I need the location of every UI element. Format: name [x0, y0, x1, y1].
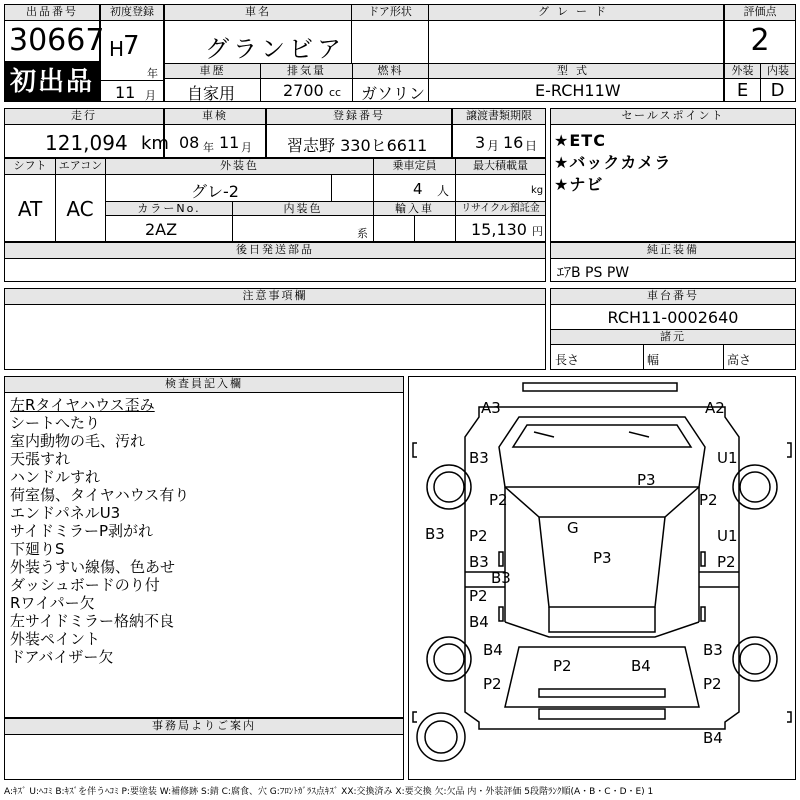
inspection-note: 左サイドミラー格納不良 — [10, 612, 174, 630]
chassis-number: RCH11-0002640 — [607, 308, 739, 327]
fuel: ガソリン — [361, 84, 426, 103]
inspection-note: 荷室傷、タイヤハウス有り — [10, 486, 190, 504]
later-parts-label: 後日発送部品 — [5, 243, 545, 259]
color-no-label: カラーNo. — [106, 202, 232, 216]
damage-mark: P2 — [469, 527, 488, 545]
office-block — [4, 718, 404, 780]
plate-label: 登録番号 — [267, 109, 451, 125]
max-load-label: 最大積載量 — [455, 159, 545, 175]
inspection-expiry-label: 車検 — [165, 109, 265, 125]
mileage-cell — [4, 108, 169, 158]
inspection-year: 08 — [179, 133, 200, 152]
equipment-label: 純正装備 — [551, 243, 795, 259]
damage-mark: P3 — [593, 549, 612, 567]
capacity-unit: 人 — [437, 184, 450, 198]
inspector-label: 検査員記入欄 — [5, 377, 403, 393]
vehicle-info-block — [164, 4, 724, 102]
car-history-label: 車歴 — [165, 64, 260, 79]
inspection-note: ダッシュボードのり付 — [10, 576, 160, 594]
max-load-unit: kg — [531, 185, 544, 196]
damage-mark: P2 — [483, 675, 502, 693]
grade-label: グレード — [428, 5, 723, 21]
damage-mark: P2 — [469, 587, 488, 605]
inspection-note: ドアバイザー欠 — [10, 648, 114, 666]
width-label: 幅 — [647, 353, 660, 367]
damage-mark: B4 — [703, 729, 723, 747]
plate-number: 習志野 330ヒ6611 — [287, 136, 428, 155]
rating-block — [724, 4, 796, 102]
score-label: 評価点 — [725, 5, 795, 21]
registration-year-unit: 年 — [147, 67, 158, 80]
lot-number-cell — [4, 4, 105, 62]
inspection-note: シートへたり — [10, 414, 101, 432]
door-label: ドア形状 — [351, 5, 428, 21]
chassis-block — [550, 288, 796, 370]
damage-mark: B3 — [703, 641, 723, 659]
damage-mark: A2 — [705, 399, 725, 417]
sales-points-label: セールスポイント — [551, 109, 795, 125]
inspection-note: ハンドルすれ — [10, 468, 101, 486]
inspection-note: 外装うすい線傷、色あせ — [10, 558, 176, 576]
first-listing-text: 初出品 — [9, 67, 94, 97]
damage-mark: B4 — [631, 657, 651, 675]
deadline-day-unit: 日 — [525, 139, 538, 153]
displacement-unit: cc — [329, 86, 342, 99]
shift-label: シフト — [5, 159, 55, 175]
damage-mark: P3 — [637, 471, 656, 489]
model-label: 型式 — [428, 64, 723, 79]
sales-point-item: ★バックカメラ — [554, 153, 672, 172]
inspection-note: エンドパネルU3 — [10, 504, 121, 522]
interior-grade: D — [770, 80, 785, 101]
inspection-note: サイドミラーP剥がれ — [10, 522, 153, 540]
exterior-label: 外装 — [725, 64, 760, 79]
registration-month: 11 — [115, 83, 136, 102]
damage-mark: B4 — [483, 641, 503, 659]
inspection-month-unit: 月 — [241, 141, 252, 154]
damage-mark: B3 — [425, 525, 445, 543]
registration-month-unit: 月 — [145, 89, 156, 102]
sales-points-list — [554, 130, 671, 196]
length-label: 長さ — [555, 353, 580, 367]
later-parts-block — [4, 242, 546, 282]
exterior-color: グレ-2 — [191, 182, 239, 201]
damage-mark: P2 — [699, 491, 718, 509]
inspection-note: 下廻りS — [10, 540, 65, 558]
registration-year: 7 — [123, 31, 140, 61]
mileage-value: 121,094 — [45, 131, 128, 155]
inspection-month: 11 — [219, 133, 240, 152]
mileage-label: 走行 — [5, 109, 163, 125]
damage-mark: G — [567, 519, 579, 537]
specs-block — [4, 158, 546, 242]
inspection-note: Rワイパー欠 — [10, 594, 95, 612]
interior-color-suffix: 系 — [357, 227, 368, 240]
exterior-grade: E — [736, 80, 749, 101]
fuel-label: 燃料 — [352, 64, 428, 79]
transfer-deadline-cell — [452, 108, 546, 158]
recycle-fee: 15,130 — [471, 220, 527, 239]
damage-mark: B3 — [491, 569, 511, 587]
inspection-notes-list — [10, 396, 400, 666]
first-listing-badge — [4, 62, 100, 102]
deadline-month: 3 — [475, 133, 486, 152]
displacement: 2700 — [283, 81, 324, 100]
first-registration-cell — [100, 4, 164, 102]
recycle-unit: 円 — [532, 225, 543, 238]
recycle-label: リサイクル預託金 — [455, 202, 545, 216]
deadline-month-unit: 月 — [487, 139, 500, 153]
ac: AC — [66, 197, 94, 221]
equipment-block — [550, 242, 796, 282]
capacity-label: 乗車定員 — [373, 159, 455, 175]
notes-block — [4, 288, 546, 370]
score: 2 — [750, 23, 770, 58]
notes-label: 注意事項欄 — [5, 289, 545, 305]
ac-label: エアコン — [55, 159, 105, 175]
height-label: 高さ — [727, 353, 752, 367]
mileage-unit: km — [141, 133, 169, 154]
equipment-value: ｴｱB PS PW — [557, 265, 630, 281]
sales-point-item: ★ETC — [554, 131, 606, 150]
first-registration-label: 初度登録 — [101, 5, 163, 21]
inspection-note: 室内動物の毛、汚れ — [10, 432, 146, 450]
damage-mark: B4 — [469, 613, 489, 631]
car-name-label: 車名 — [165, 5, 351, 21]
inspection-note: 左Rタイヤハウス歪み — [10, 396, 155, 414]
transfer-deadline-label: 譲渡書類期限 — [453, 109, 545, 125]
import-label: 輸入車 — [373, 202, 455, 216]
car-history: 自家用 — [187, 84, 236, 103]
damage-mark: U1 — [717, 527, 738, 545]
damage-diagram — [408, 376, 796, 780]
plate-cell — [266, 108, 452, 158]
deadline-day: 16 — [503, 133, 524, 152]
model: E-RCH11W — [535, 81, 621, 100]
exterior-color-label: 外装色 — [105, 159, 373, 175]
shift: AT — [17, 197, 43, 221]
interior-label: 内装 — [760, 64, 795, 79]
damage-mark: U1 — [717, 449, 738, 467]
interior-color-label: 内装色 — [232, 202, 373, 216]
damage-mark: B3 — [469, 553, 489, 571]
inspection-expiry-cell — [164, 108, 266, 158]
legend-text: A:ｷｽﾞ U:ﾍｺﾐ B:ｷｽﾞを伴うﾍｺﾐ P:要塗装 W:補修跡 S:錆 C:腐食、穴 G:ﾌﾛﾝﾄｶﾞﾗｽ点ｷｽﾞ XX:交換済み X:要交換 欠:欠品 内・外装評価 5段階ﾗﾝｸ順(A・B・C・D・E) 1 — [4, 787, 654, 797]
registration-era: H — [109, 37, 125, 61]
damage-mark: P2 — [717, 553, 736, 571]
damage-mark: P2 — [553, 657, 572, 675]
damage-mark: A3 — [481, 399, 501, 417]
capacity: 4 — [413, 180, 423, 198]
color-no: 2AZ — [145, 220, 178, 239]
car-outline-diagram — [409, 377, 795, 779]
office-label: 事務局よりご案内 — [5, 719, 403, 735]
lot-number: 30667 — [9, 23, 105, 58]
dimensions-label: 諸元 — [551, 330, 795, 345]
inspection-note: 外装ペイント — [10, 630, 101, 648]
chassis-label: 車台番号 — [551, 289, 795, 305]
damage-mark: B3 — [469, 449, 489, 467]
displacement-label: 排気量 — [260, 64, 352, 79]
lot-number-label: 出品番号 — [5, 5, 99, 21]
sales-point-item: ★ナビ — [554, 175, 604, 194]
inspection-year-unit: 年 — [203, 141, 214, 154]
inspection-note: 天張すれ — [10, 450, 71, 468]
damage-mark: P2 — [489, 491, 508, 509]
damage-mark: P2 — [703, 675, 722, 693]
car-name: グランビア — [205, 35, 345, 63]
